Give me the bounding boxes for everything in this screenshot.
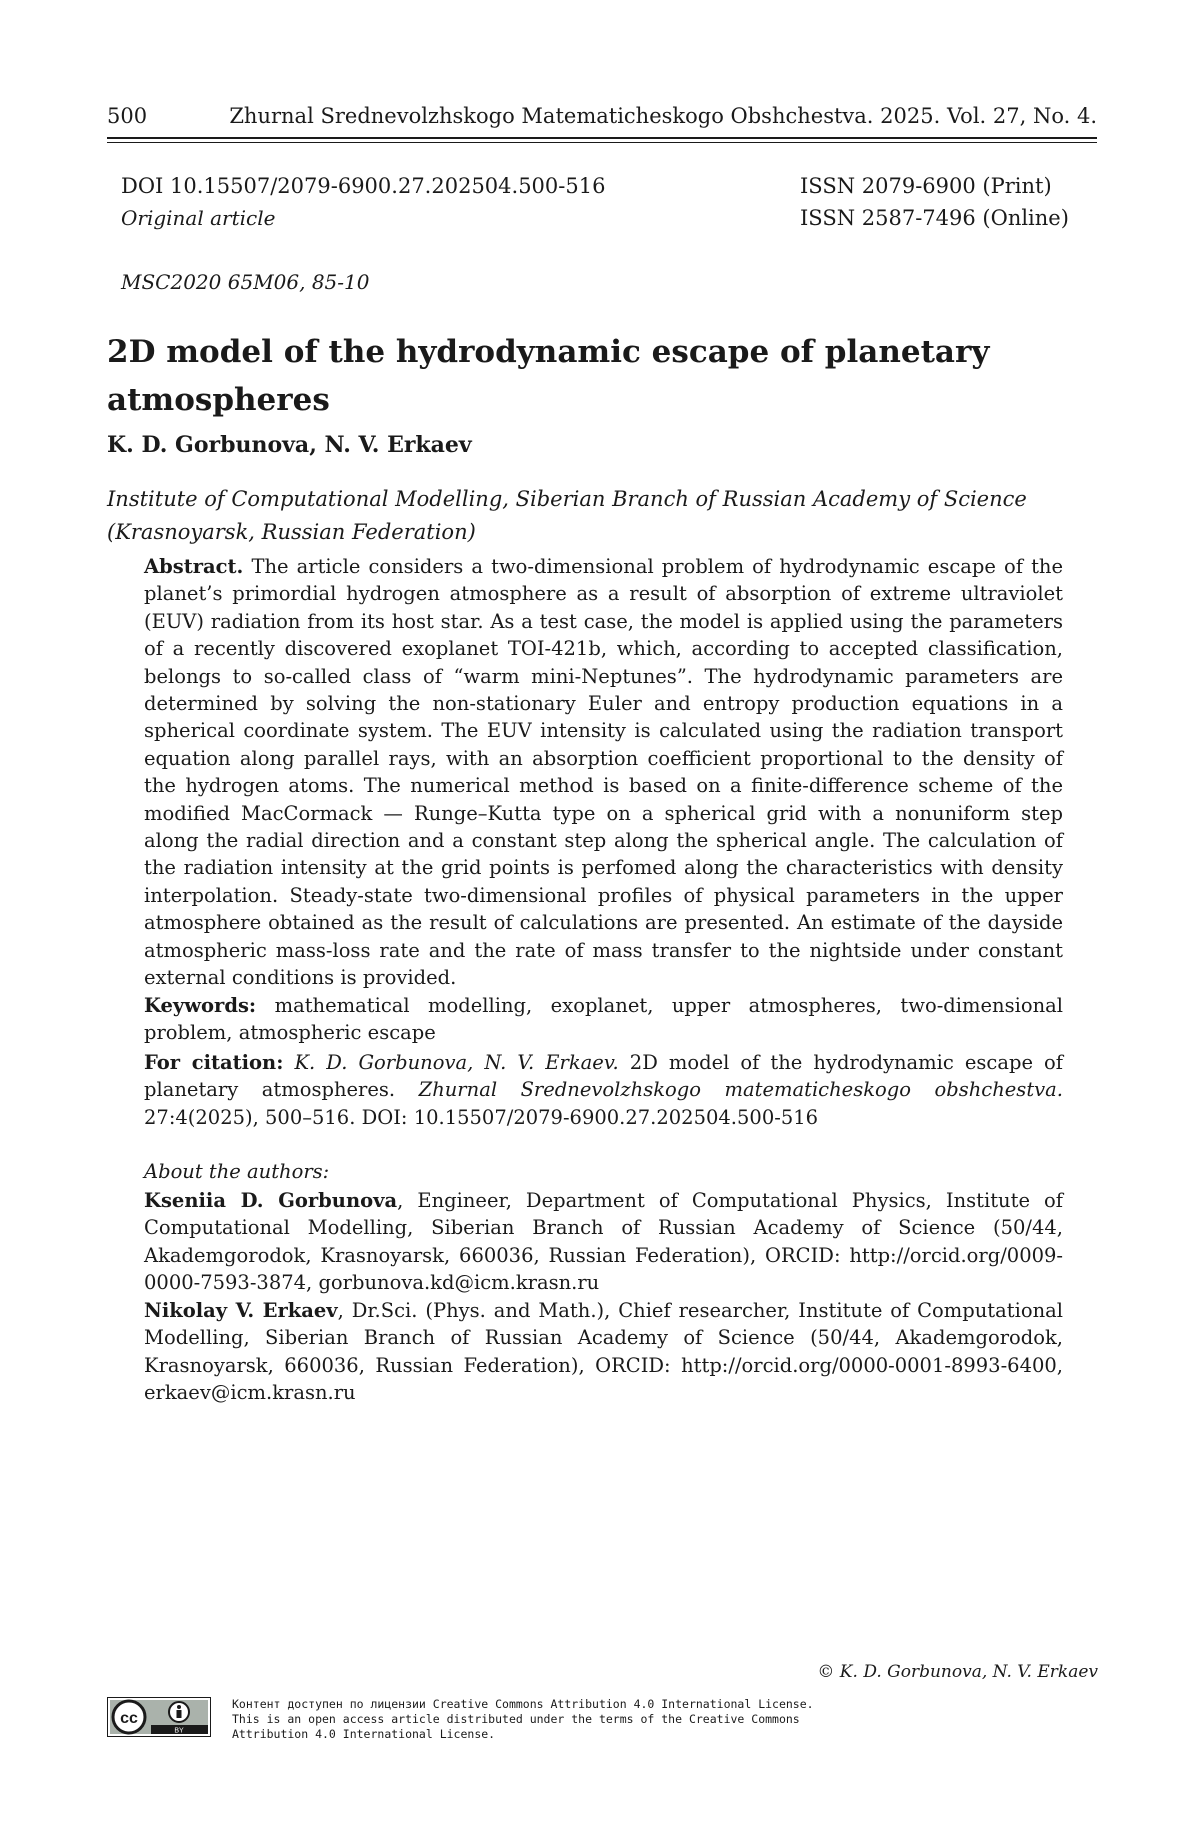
license-line-en-1: This is an open access article distributed under the terms of the Creative Commons xyxy=(232,1712,800,1726)
keywords xyxy=(144,992,1063,1047)
svg-text:cc: cc xyxy=(120,1710,138,1727)
abstract-text: The article considers a two-dimensional problem of hydrodynamic escape of the planet’s primordial hydrogen atmosphere as a result of absorption of extreme ultraviolet (EUV) radiation from its host star. As a test case, the model is applied using the parameters of a recently discovered exoplanet TOI-421b, which, according to accepted classification, belongs to so-called class of “warm mini-Neptunes”. The hydrodynamic parameters are determined by solving the non-stationary Euler and entropy production equations in a spherical coordinate system. The EUV intensity is calculated using the radiation transport equation along parallel rays, with an absorption coefficient proportional to the density of the hydrogen atoms. The numerical method is based on a finite-difference scheme of the modified MacCormack — Runge–Kutta type on a spherical grid with a nonuniform step along the radial direction and a constant step along the spherical angle. The calculation of the radiation intensity at the grid points is perfomed along the characteristics with density interpolation. Steady-state two-dimensional profiles of physical parameters in the upper atmosphere obtained as the result of calculations are presented. An estimate of the dayside atmospheric mass-loss rate and the rate of mass transfer to the nightside under constant external conditions is provided. xyxy=(144,555,1064,990)
issn-print: ISSN 2079-6900 (Print) xyxy=(800,174,1052,198)
author-name: Nikolay V. Erkaev xyxy=(144,1299,338,1322)
abstract-label: Abstract. xyxy=(144,555,244,578)
author-bio xyxy=(144,1297,1063,1407)
citation-journal: Zhurnal Srednevolzhskogo matematicheskogo obshchestva. xyxy=(418,1078,1063,1102)
header-rule-thin xyxy=(107,142,1097,143)
authors: K. D. Gorbunova, N. V. Erkaev xyxy=(107,432,472,458)
citation-title: 2D model of the hydrodynamic escape of planetary atmospheres. xyxy=(144,1051,1063,1102)
license-text xyxy=(232,1697,932,1742)
keywords-text: mathematical modelling, exoplanet, upper atmospheres, two-dimensional problem, atmospheric escape xyxy=(144,994,1064,1045)
affiliation: Institute of Computational Modelling, Siberian Branch of Russian Academy of Science (Krasnoyarsk, Russian Federation) xyxy=(107,487,1027,544)
running-header xyxy=(107,104,1097,128)
citation-authors: K. D. Gorbunova, N. V. Erkaev. xyxy=(294,1051,619,1074)
abstract xyxy=(144,553,1063,992)
license-line-ru: Контент доступен по лицензии Creative Commons Attribution 4.0 International License. xyxy=(232,1697,814,1711)
citation-label: For citation: xyxy=(144,1051,284,1074)
issn-online: ISSN 2587-7496 (Online) xyxy=(800,206,1069,230)
copyright-notice: © K. D. Gorbunova, N. V. Erkaev xyxy=(817,1662,1098,1682)
msc-codes: MSC2020 65M06, 85-10 xyxy=(121,270,370,294)
about-authors-heading: About the authors: xyxy=(144,1160,330,1183)
journal-name: Zhurnal Srednevolzhskogo Matematicheskogo Obshchestva. 2025. Vol. 27, No. 4. xyxy=(229,104,1097,128)
doi: DOI 10.15507/2079-6900.27.202504.500-516 xyxy=(121,174,606,198)
article-type: Original article xyxy=(121,206,276,230)
author-name: Kseniia D. Gorbunova xyxy=(144,1189,398,1212)
author-bio xyxy=(144,1187,1063,1297)
keywords-label: Keywords: xyxy=(144,994,257,1017)
header-rule-thick xyxy=(107,137,1097,139)
cc-badge-text: BY xyxy=(174,1727,184,1735)
citation-details: 27:4(2025), 500–516. DOI: 10.15507/2079-6900.27.202504.500-516 xyxy=(144,1105,819,1129)
citation xyxy=(144,1049,1063,1131)
page-number: 500 xyxy=(107,104,148,128)
license-line-en-2: Attribution 4.0 International License. xyxy=(232,1727,496,1741)
cc-by-license-icon xyxy=(107,1697,211,1737)
author-details: , Engineer, Department of Computational Physics, Institute of Computational Modelling, Siberian Branch of Russian Academy of Science (50/44, Akademgorodok, Krasnoyarsk, 660036, Russian Federation), ORCID: http://orcid.org/0009-0000-7593-3874, gorbunova.kd@icm.krasn.ru xyxy=(144,1189,1063,1295)
article-title: 2D model of the hydrodynamic escape of planetary atmospheres xyxy=(107,334,990,418)
author-details: , Dr.Sci. (Phys. and Math.), Chief researcher, Institute of Computational Modelling, Siberian Branch of Russian Academy of Science (50/44, Akademgorodok, Krasnoyarsk, 660036, Russian Federation), ORCID: http://orcid.org/0000-0001-8993-6400, erkaev@icm.krasn.ru xyxy=(144,1299,1063,1405)
